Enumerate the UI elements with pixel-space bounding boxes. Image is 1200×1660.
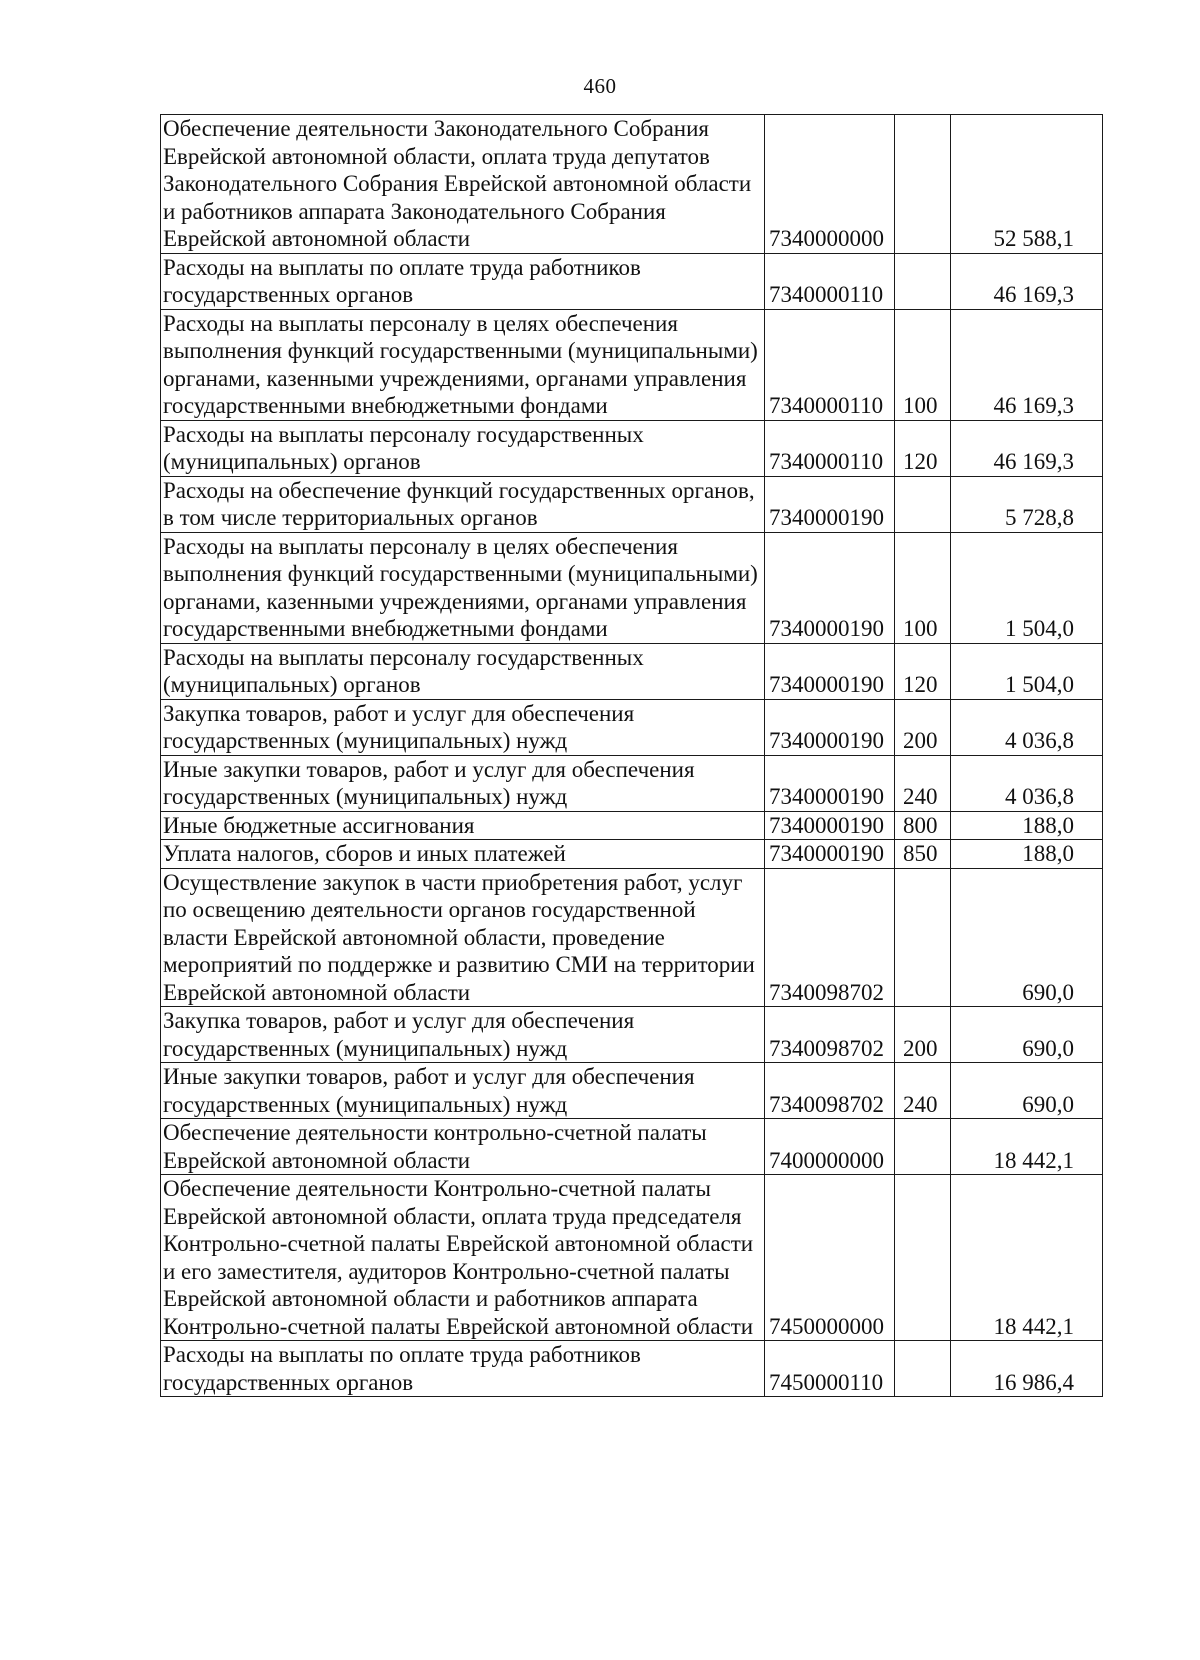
row-expense-type bbox=[895, 253, 951, 309]
table-row bbox=[161, 643, 1103, 699]
table-row bbox=[161, 115, 1103, 254]
page-number: 460 bbox=[583, 74, 617, 98]
row-name: Уплата налогов, сборов и иных платежей bbox=[161, 840, 765, 869]
row-name: Расходы на обеспечение функций государственных органов, в том числе территориальных органов bbox=[161, 476, 765, 532]
row-name: Расходы на выплаты по оплате труда работников государственных органов bbox=[161, 253, 765, 309]
row-expense-type: 100 bbox=[895, 309, 951, 420]
row-code: 7340000190 bbox=[765, 476, 895, 532]
table-row bbox=[161, 1119, 1103, 1175]
row-expense-type bbox=[895, 1175, 951, 1341]
row-expense-type bbox=[895, 868, 951, 1007]
row-sum: 46 169,3 bbox=[951, 309, 1103, 420]
table-row bbox=[161, 1341, 1103, 1397]
row-name: Иные бюджетные ассигнования bbox=[161, 811, 765, 840]
row-expense-type bbox=[895, 115, 951, 254]
row-code: 7450000110 bbox=[765, 1341, 895, 1397]
row-sum: 46 169,3 bbox=[951, 253, 1103, 309]
row-sum: 188,0 bbox=[951, 840, 1103, 869]
row-expense-type bbox=[895, 476, 951, 532]
row-code: 7340000110 bbox=[765, 253, 895, 309]
budget-table bbox=[160, 114, 1103, 1397]
row-sum: 690,0 bbox=[951, 868, 1103, 1007]
table-row bbox=[161, 253, 1103, 309]
row-expense-type: 200 bbox=[895, 1007, 951, 1063]
row-sum: 690,0 bbox=[951, 1007, 1103, 1063]
row-expense-type: 120 bbox=[895, 420, 951, 476]
row-code: 7340098702 bbox=[765, 868, 895, 1007]
row-code: 7340000190 bbox=[765, 532, 895, 643]
row-sum: 4 036,8 bbox=[951, 755, 1103, 811]
row-name: Расходы на выплаты по оплате труда работников государственных органов bbox=[161, 1341, 765, 1397]
row-expense-type: 800 bbox=[895, 811, 951, 840]
row-sum: 18 442,1 bbox=[951, 1119, 1103, 1175]
row-name: Расходы на выплаты персоналу в целях обеспечения выполнения функций государственными (муниципальными) органами, казенными учреждениями, органами управления государственными внебюджетными фондами bbox=[161, 532, 765, 643]
row-code: 7340098702 bbox=[765, 1007, 895, 1063]
row-expense-type: 850 bbox=[895, 840, 951, 869]
table-row bbox=[161, 309, 1103, 420]
row-expense-type bbox=[895, 1119, 951, 1175]
row-name: Закупка товаров, работ и услуг для обеспечения государственных (муниципальных) нужд bbox=[161, 1007, 765, 1063]
table-row bbox=[161, 811, 1103, 840]
row-code: 7340098702 bbox=[765, 1063, 895, 1119]
row-sum: 5 728,8 bbox=[951, 476, 1103, 532]
row-name: Обеспечение деятельности Законодательного Собрания Еврейской автономной области, оплата труда депутатов Законодательного Собрания Еврейской автономной области и работников аппарата Законодательного Собрания Еврейской автономной области bbox=[161, 115, 765, 254]
table-row bbox=[161, 1007, 1103, 1063]
row-name: Иные закупки товаров, работ и услуг для обеспечения государственных (муниципальных) нужд bbox=[161, 755, 765, 811]
row-expense-type: 100 bbox=[895, 532, 951, 643]
row-code: 7340000190 bbox=[765, 755, 895, 811]
row-expense-type bbox=[895, 1341, 951, 1397]
row-code: 7400000000 bbox=[765, 1119, 895, 1175]
budget-table-body bbox=[161, 115, 1103, 1397]
row-name: Расходы на выплаты персоналу в целях обеспечения выполнения функций государственными (муниципальными) органами, казенными учреждениями, органами управления государственными внебюджетными фондами bbox=[161, 309, 765, 420]
row-code: 7340000190 bbox=[765, 699, 895, 755]
row-name: Закупка товаров, работ и услуг для обеспечения государственных (муниципальных) нужд bbox=[161, 699, 765, 755]
table-row bbox=[161, 755, 1103, 811]
table-row bbox=[161, 1175, 1103, 1341]
row-code: 7340000110 bbox=[765, 309, 895, 420]
row-sum: 188,0 bbox=[951, 811, 1103, 840]
row-sum: 46 169,3 bbox=[951, 420, 1103, 476]
row-name: Расходы на выплаты персоналу государственных (муниципальных) органов bbox=[161, 420, 765, 476]
row-name: Иные закупки товаров, работ и услуг для обеспечения государственных (муниципальных) нужд bbox=[161, 1063, 765, 1119]
row-name: Обеспечение деятельности контрольно-счетной палаты Еврейской автономной области bbox=[161, 1119, 765, 1175]
row-sum: 18 442,1 bbox=[951, 1175, 1103, 1341]
row-expense-type: 200 bbox=[895, 699, 951, 755]
row-sum: 690,0 bbox=[951, 1063, 1103, 1119]
row-sum: 1 504,0 bbox=[951, 643, 1103, 699]
row-sum: 16 986,4 bbox=[951, 1341, 1103, 1397]
row-expense-type: 240 bbox=[895, 1063, 951, 1119]
row-code: 7340000000 bbox=[765, 115, 895, 254]
row-code: 7340000190 bbox=[765, 811, 895, 840]
row-code: 7340000110 bbox=[765, 420, 895, 476]
table-row bbox=[161, 699, 1103, 755]
row-sum: 1 504,0 bbox=[951, 532, 1103, 643]
row-expense-type: 240 bbox=[895, 755, 951, 811]
table-row bbox=[161, 868, 1103, 1007]
table-row bbox=[161, 1063, 1103, 1119]
table-row bbox=[161, 840, 1103, 869]
table-row bbox=[161, 476, 1103, 532]
row-code: 7450000000 bbox=[765, 1175, 895, 1341]
table-row bbox=[161, 420, 1103, 476]
row-sum: 4 036,8 bbox=[951, 699, 1103, 755]
table-row bbox=[161, 532, 1103, 643]
row-name: Осуществление закупок в части приобретения работ, услуг по освещению деятельности органов государственной власти Еврейской автономной области, проведение мероприятий по поддержке и развитию СМИ на территории Еврейской автономной области bbox=[161, 868, 765, 1007]
row-sum: 52 588,1 bbox=[951, 115, 1103, 254]
row-name: Обеспечение деятельности Контрольно-счетной палаты Еврейской автономной области, оплата труда председателя Контрольно-счетной палаты Еврейской автономной области и его заместителя, аудиторов Контрольно-счетной палаты Еврейской автономной области и работников аппарата Контрольно-счетной палаты Еврейской автономной области bbox=[161, 1175, 765, 1341]
row-code: 7340000190 bbox=[765, 840, 895, 869]
row-code: 7340000190 bbox=[765, 643, 895, 699]
row-expense-type: 120 bbox=[895, 643, 951, 699]
row-name: Расходы на выплаты персоналу государственных (муниципальных) органов bbox=[161, 643, 765, 699]
